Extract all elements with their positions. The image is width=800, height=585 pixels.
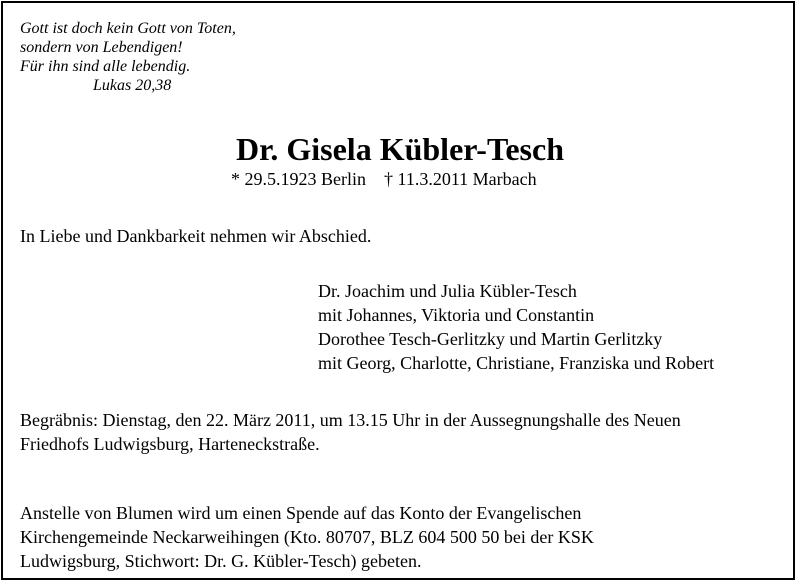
burial-info xyxy=(20,408,790,456)
donation-line: Anstelle von Blumen wird um einen Spende auf das Konto der Evangelischen xyxy=(20,503,582,523)
life-dates xyxy=(231,168,537,190)
mourners-list xyxy=(318,279,714,375)
donation-line: Kirchengemeinde Neckarweihingen (Kto. 80707, BLZ 604 500 50 bei der KSK xyxy=(20,527,594,547)
verse-reference: Lukas 20,38 xyxy=(93,77,172,94)
death-date: † 11.3.2011 Marbach xyxy=(384,169,537,189)
birth-date: * 29.5.1923 Berlin xyxy=(231,169,366,189)
mourner-line: mit Georg, Charlotte, Christiane, Franziska und Robert xyxy=(318,353,715,373)
obituary-notice xyxy=(1,1,795,580)
deceased-name: Dr. Gisela Kübler-Tesch xyxy=(235,131,564,167)
bible-verse xyxy=(20,19,236,95)
mourner-line: Dorothee Tesch-Gerlitzky und Martin Gerlitzky xyxy=(318,329,663,349)
verse-line: Für ihn sind alle lebendig. xyxy=(20,58,191,75)
donation-info xyxy=(20,501,790,573)
burial-line: Begräbnis: Dienstag, den 22. März 2011, um 13.15 Uhr in der Aussegnungshalle des Neuen xyxy=(20,410,681,430)
donation-line: Ludwigsburg, Stichwort: Dr. G. Kübler-Tesch) gebeten. xyxy=(20,551,422,571)
farewell-text: In Liebe und Dankbarkeit nehmen wir Abschied. xyxy=(20,226,372,246)
verse-line: sondern von Lebendigen! xyxy=(20,39,183,56)
verse-line: Gott ist doch kein Gott von Toten, xyxy=(20,20,236,37)
mourner-line: Dr. Joachim und Julia Kübler-Tesch xyxy=(318,281,577,301)
burial-line: Friedhofs Ludwigsburg, Harteneckstraße. xyxy=(20,434,320,454)
mourner-line: mit Johannes, Viktoria und Constantin xyxy=(318,305,595,325)
